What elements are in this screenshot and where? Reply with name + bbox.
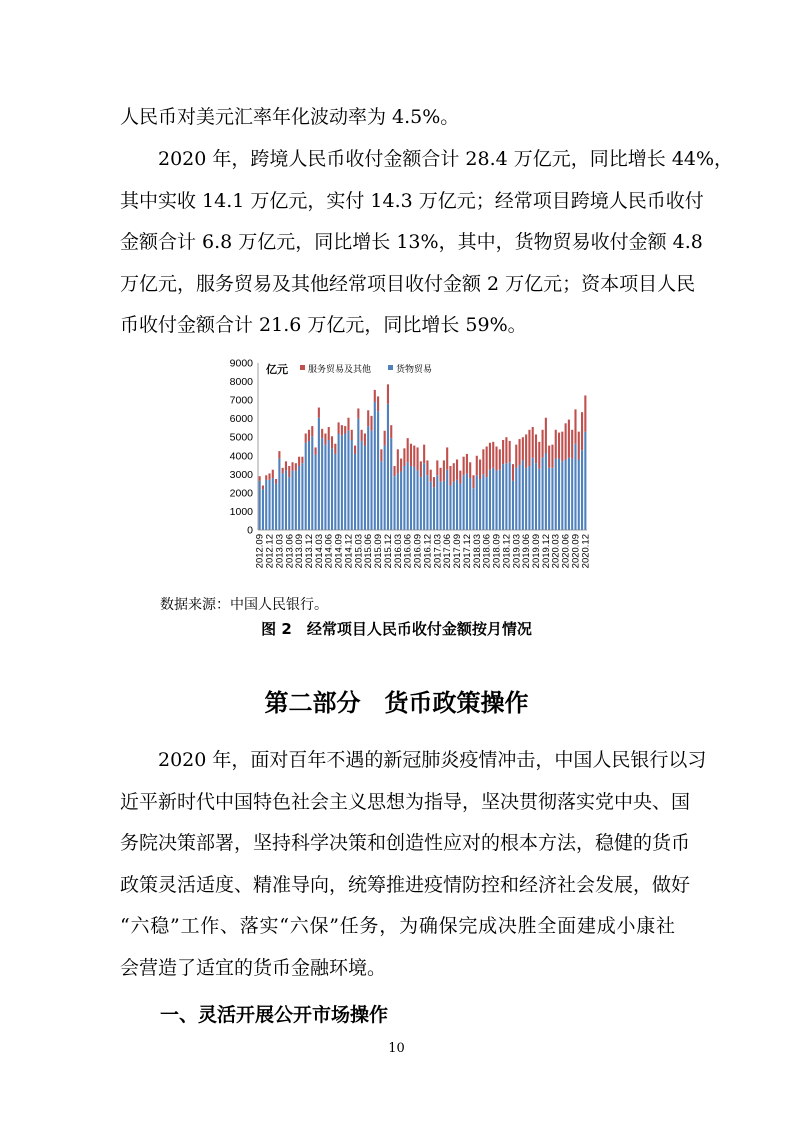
goods-bar [568,458,570,530]
services-bar [384,431,386,446]
services-bar [505,437,507,463]
x-tick-label: 2012.09 [254,534,266,569]
goods-bar [298,466,300,530]
goods-bar [512,481,514,530]
goods-bar [262,489,264,530]
goods-bar [542,458,544,530]
text-line: 人民币对美元汇率年化波动率为 4.5%。 [120,106,460,128]
services-bar [420,461,422,477]
goods-bar [463,475,465,530]
services-bar [426,460,428,475]
services-bar [476,456,478,475]
x-tick-label: 2013.06 [284,534,296,569]
goods-bar [479,479,481,530]
goods-bar [268,480,270,530]
services-bar [542,430,544,458]
x-tick-label: 2018.12 [501,534,513,569]
services-bar [489,443,491,470]
goods-bar [377,411,379,530]
goods-bar [561,461,563,530]
goods-bar [357,419,359,530]
unit-label: 亿元 [266,363,288,376]
goods-bar [459,484,461,530]
goods-bar [555,459,557,530]
legend-label-goods: 货物贸易 [396,365,433,375]
services-bar [361,430,363,441]
y-tick-label: 1000 [229,505,253,518]
services-bar [321,429,323,438]
goods-bar [417,471,419,530]
services-bar [522,437,524,460]
services-bar [390,425,392,438]
services-bar [380,449,382,461]
services-bar [581,412,583,450]
x-tick-label: 2020.06 [560,534,572,569]
x-tick-label: 2020.03 [550,534,562,569]
text-line: 金额合计 6.8 万亿元，同比增长 13%，其中，货物贸易收付金额 4.8 [120,231,703,254]
services-bar [265,475,267,480]
x-tick-label: 2020.09 [570,534,582,569]
y-tick-label: 4000 [229,450,253,463]
goods-bar [509,462,511,530]
goods-bar [515,468,517,530]
section-heading: 第二部分 货币政策操作 [264,689,529,717]
goods-bar [318,418,320,530]
x-tick-label: 2019.03 [511,534,523,569]
goods-bar [581,450,583,530]
goods-bar [565,459,567,530]
goods-bar [334,454,336,530]
goods-bar [545,453,547,530]
services-bar [515,445,517,468]
services-bar [469,462,471,478]
goods-bar [443,481,445,530]
x-tick-label: 2018.03 [471,534,483,569]
goods-bar [472,488,474,530]
goods-bar [321,438,323,530]
x-tick-label: 2015.12 [382,534,394,569]
goods-bar [384,446,386,530]
services-bar [315,447,317,454]
x-tick-label: 2013.12 [303,534,315,569]
services-bar [453,463,455,482]
y-tick-label: 0 [247,524,253,537]
services-bar [574,409,576,443]
services-bar [449,466,451,485]
goods-bar [433,487,435,530]
services-bar [334,444,336,454]
goods-bar [499,470,501,530]
services-bar [338,422,340,433]
goods-bar [374,402,376,530]
goods-bar [469,478,471,530]
services-bar [351,430,353,440]
legend-label-services: 服务贸易及其他 [308,365,372,375]
x-tick-label: 2013.03 [274,534,286,569]
services-bar [367,410,369,426]
goods-bar [453,482,455,530]
services-bar [370,416,372,431]
services-bar [324,434,326,445]
goods-bar [370,431,372,530]
services-bar [291,462,293,470]
text-line: 万亿元，服务贸易及其他经常项目收付金额 2 万亿元；资本项目人民 [120,272,696,295]
goods-bar [426,475,428,530]
legend-swatch-services [300,365,305,370]
services-bar [262,485,264,489]
services-bar [417,447,419,470]
x-tick-label: 2017.03 [432,534,444,569]
x-tick-label: 2018.06 [481,534,493,569]
services-bar [278,451,280,458]
goods-bar [387,404,389,530]
y-tick-label: 2000 [229,487,253,500]
goods-bar [282,473,284,530]
services-bar [305,434,307,443]
goods-bar [440,482,442,530]
services-bar [512,464,514,481]
services-bar [298,457,300,466]
x-tick-label: 2020.12 [580,534,592,569]
goods-bar [423,463,425,530]
x-tick-label: 2019.12 [540,534,552,569]
goods-bar [430,482,432,530]
y-tick-label: 6000 [229,413,253,426]
services-bar [413,446,415,467]
goods-bar [486,477,488,530]
goods-bar [505,463,507,530]
goods-bar [538,469,540,530]
services-bar [492,442,494,468]
services-bar [545,418,547,453]
goods-bar [347,431,349,530]
goods-bar [436,475,438,530]
services-bar [548,446,550,468]
goods-bar [495,471,497,530]
goods-bar [502,464,504,530]
goods-bar [328,440,330,530]
services-bar [519,439,521,465]
x-tick-label: 2016.12 [422,534,434,569]
goods-bar [367,426,369,530]
x-tick-label: 2015.06 [363,534,375,569]
services-bar [341,425,343,435]
services-bar [308,430,310,441]
goods-bar [380,461,382,530]
goods-bar [393,476,395,530]
services-bar [344,426,346,433]
services-bar [532,427,534,458]
x-tick-label: 2016.09 [412,534,424,569]
goods-bar [288,477,290,530]
goods-bar [291,471,293,530]
services-bar [347,418,349,431]
y-tick-label: 7000 [229,394,253,407]
services-bar [328,427,330,440]
services-bar [472,475,474,488]
services-bar [374,390,376,402]
goods-bar [413,467,415,530]
goods-bar [344,434,346,530]
goods-bar [397,473,399,530]
services-bar [578,432,580,460]
services-bar [318,408,320,418]
goods-bar [532,458,534,530]
x-tick-label: 2019.09 [531,534,543,569]
services-bar [301,457,303,463]
goods-bar [456,480,458,530]
services-bar [288,466,290,477]
services-bar [463,457,465,476]
services-bar [423,445,425,464]
subheading: 一、灵活开展公开市场操作 [160,1004,389,1026]
goods-bar [272,478,274,530]
services-bar [433,477,435,487]
goods-bar [574,444,576,530]
services-bar [551,445,553,468]
services-bar [436,460,438,475]
services-bar [397,449,399,473]
services-bar [295,463,297,470]
goods-bar [519,465,521,530]
services-bar [364,434,366,446]
services-bar [285,461,287,470]
goods-bar [525,468,527,530]
goods-bar [324,445,326,530]
x-tick-label: 2013.09 [294,534,306,569]
services-bar [558,433,560,459]
y-tick-label: 5000 [229,431,253,444]
x-tick-label: 2018.09 [491,534,503,569]
goods-bar [295,471,297,530]
goods-bar [364,446,366,530]
goods-bar [351,440,353,530]
page-number: 10 [388,1041,405,1056]
services-bar [535,434,537,463]
text-line: 政策灵活适度、精准导向，统筹推进疫情防控和经济社会发展，做好 [120,873,691,896]
text-line: 币收付金额合计 21.6 万亿元，同比增长 59%。 [120,314,527,337]
x-tick-label: 2012.12 [264,534,276,569]
services-bar [400,459,402,472]
services-bar [571,430,573,459]
services-bar [482,449,484,474]
goods-bar [400,472,402,530]
services-bar [311,426,313,436]
text-line: 2020 年，面对百年不遇的新冠肺炎疫情冲击，中国人民银行以习 [158,749,707,771]
text-line: 务院决策部署，坚持科学决策和创造性应对的根本方法，稳健的货币 [120,832,691,855]
services-bar [403,448,405,466]
x-tick-label: 2017.09 [452,534,464,569]
goods-bar [410,466,412,530]
x-tick-label: 2014.09 [333,534,345,569]
text-line: 2020 年，跨境人民币收付金额合计 28.4 万亿元，同比增长 44%， [158,148,734,170]
x-tick-label: 2016.03 [392,534,404,569]
goods-bar [476,475,478,530]
goods-bar [354,454,356,530]
services-bar [357,408,359,418]
goods-bar [338,434,340,530]
goods-bar [259,481,261,530]
services-bar [568,420,570,458]
x-tick-label: 2017.06 [442,534,454,569]
services-bar [555,430,557,459]
services-bar [456,459,458,479]
goods-bar [407,462,409,530]
services-bar [268,473,270,479]
services-bar [446,447,448,469]
services-bar [354,446,356,454]
goods-bar [449,485,451,530]
goods-bar [482,474,484,530]
services-bar [377,396,379,411]
goods-bar [361,441,363,530]
services-bar [459,471,461,484]
services-bar [259,476,261,481]
text-line: “六稳”工作、落实“六保”任务，为确保完成决胜全面建成小康社 [120,915,675,938]
services-bar [331,436,333,448]
goods-bar [311,436,313,530]
services-bar [275,479,277,484]
x-tick-label: 2015.09 [373,534,385,569]
services-bar [528,430,530,466]
services-bar [584,395,586,431]
services-bar [282,468,284,474]
services-bar [479,459,481,478]
goods-bar [331,448,333,530]
goods-bar [278,459,280,530]
services-bar [430,470,432,482]
services-bar [509,441,511,462]
goods-bar [466,473,468,530]
services-bar [272,470,274,478]
services-bar [525,434,527,467]
legend-swatch-goods [388,365,393,370]
goods-bar [446,470,448,530]
figure-caption: 图 2 经常项目人民币收付金额按月情况 [261,620,532,638]
y-tick-label: 3000 [229,468,253,481]
goods-bar [489,470,491,530]
goods-bar [305,443,307,530]
goods-bar [558,459,560,530]
services-bar [466,454,468,473]
text-line: 会营造了适宜的货币金融环境。 [120,957,387,979]
goods-bar [571,459,573,530]
services-bar [502,440,504,464]
goods-bar [535,463,537,530]
x-tick-label: 2019.06 [521,534,533,569]
services-bar [499,449,501,469]
services-bar [410,444,412,466]
goods-bar [285,471,287,530]
goods-bar [492,468,494,530]
y-tick-label: 9000 [229,357,253,370]
goods-bar [315,455,317,530]
x-tick-label: 2015.03 [353,534,365,569]
goods-bar [301,463,303,530]
goods-bar [265,480,267,530]
x-tick-label: 2017.12 [461,534,473,569]
goods-bar [584,432,586,530]
services-bar [393,466,395,476]
services-bar [440,468,442,482]
current-account-rmb-chart [222,355,597,590]
services-bar [443,460,445,480]
figure-source: 数据来源：中国人民银行。 [160,597,328,613]
goods-bar [420,477,422,530]
goods-bar [341,435,343,530]
goods-bar [578,459,580,530]
goods-bar [548,468,550,530]
services-bar [565,423,567,459]
services-bar [407,438,409,462]
x-tick-label: 2014.12 [343,534,355,569]
goods-bar [528,466,530,530]
services-bar [495,447,497,471]
x-tick-label: 2014.06 [323,534,335,569]
goods-bar [403,466,405,530]
text-line: 其中实收 14.1 万亿元，实付 14.3 万亿元；经常项目跨境人民币收付 [120,189,704,212]
text-line: 近平新时代中国特色社会主义思想为指导，坚决贯彻落实党中央、国 [120,790,691,813]
goods-bar [275,484,277,530]
goods-bar [308,441,310,530]
goods-bar [551,468,553,530]
y-tick-label: 8000 [229,376,253,389]
goods-bar [390,438,392,530]
services-bar [387,384,389,403]
x-tick-label: 2016.06 [402,534,414,569]
x-tick-label: 2014.03 [313,534,325,569]
services-bar [538,442,540,469]
goods-bar [522,460,524,530]
services-bar [486,447,488,478]
services-bar [561,432,563,462]
